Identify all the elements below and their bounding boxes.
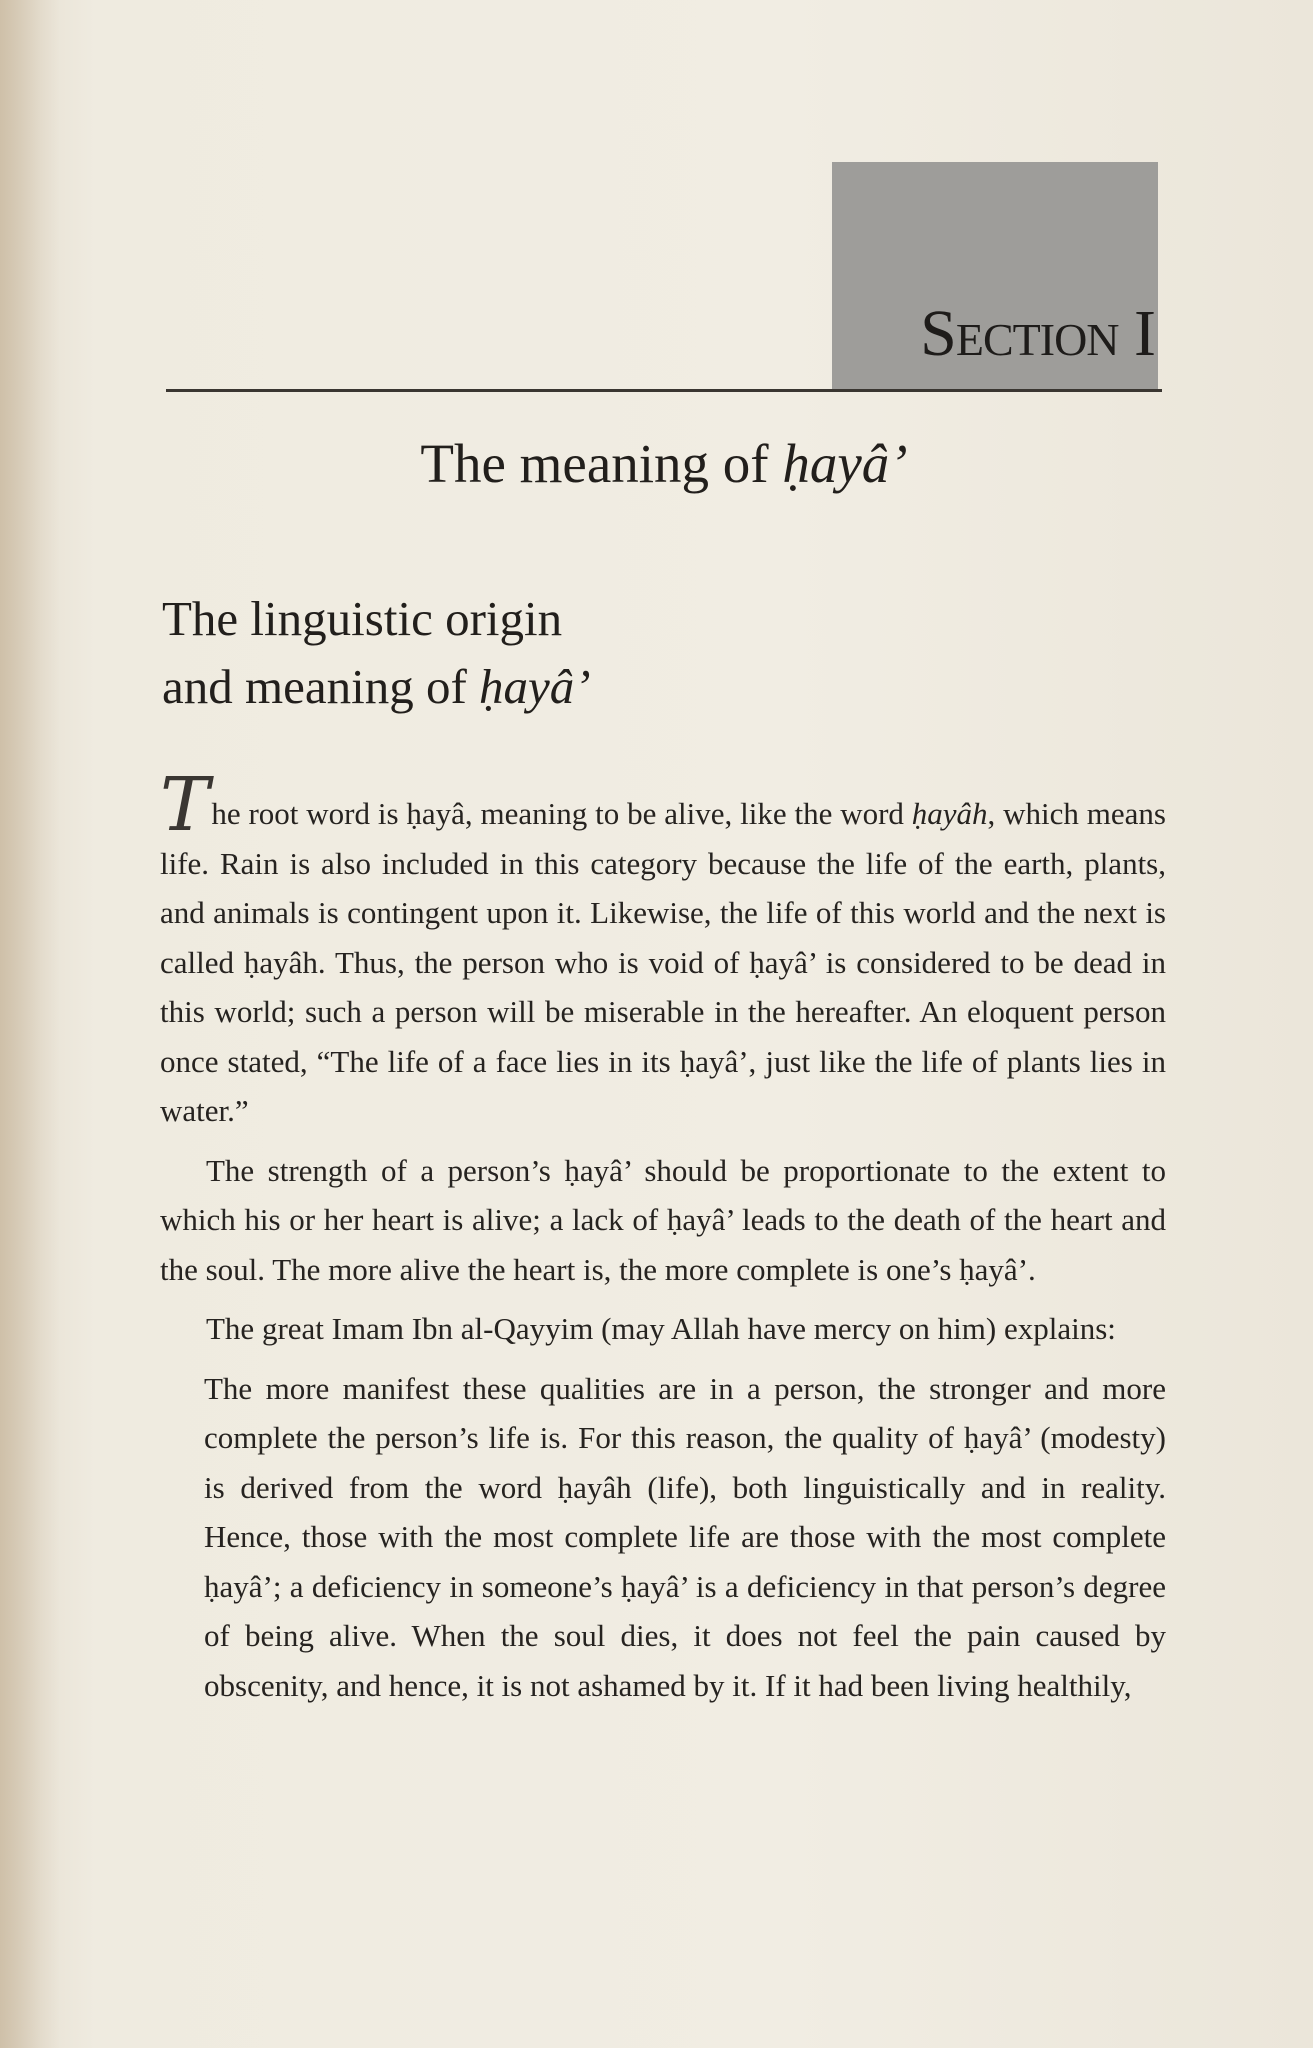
subheading-line-2-prefix: and meaning of: [162, 659, 480, 714]
chapter-title-term: ḥayâ’: [782, 433, 908, 494]
paragraph-1-text-b: , which means life. Rain is also included in this category because the life of the earth, plants, and animals is contingent upon it. Likewise, the life of this world and the next is called ḥayâh. Thus, the person who is void of ḥayâ’ is considered to be dead in this world; such a person will be miserable in the hereafter. An eloquent person once stated, “The life of a face lies in its ḥayâ’, just like the life of plants lies in water.”: [160, 796, 1166, 1128]
subheading: [162, 585, 591, 721]
drop-cap: T: [160, 762, 210, 848]
chapter-title-prefix: The meaning of: [420, 433, 783, 494]
paragraph-1: [160, 762, 1166, 1136]
section-label: Section I: [920, 297, 1155, 370]
subheading-line-2: [162, 653, 591, 721]
block-quote: The more manifest these qualities are in a person, the stronger and more complete the person’s life is. For this reason, the quality of ḥayâ’ (modesty) is derived from the word ḥayâh (life), both linguistically and in reality. Hence, those with the most complete life are those with the most complete ḥayâ’; a deficiency in someone’s ḥayâ’ is a deficiency in that person’s degree of being alive. When the soul dies, it does not feel the pain caused by obscenity, and hence, it is not ashamed by it. If it had been living healthily,: [204, 1370, 1166, 1703]
header-rule: [166, 389, 1162, 392]
subheading-line-1: The linguistic origin: [162, 591, 563, 646]
chapter-title: [166, 432, 1162, 495]
body-text: [160, 762, 1166, 1710]
paragraph-1-term: ḥayâh: [911, 796, 988, 831]
paragraph-2: The strength of a person’s ḥayâ’ should be proportionate to the extent to which his or her heart is alive; a lack of ḥayâ’ leads to the death of the heart and the soul. The more alive the heart is, the more complete is one’s ḥayâ’.: [160, 1152, 1166, 1287]
paragraph-3: The great Imam Ibn al-Qayyim (may Allah have mercy on him) explains:: [206, 1311, 1116, 1346]
page-gutter-shadow: [0, 0, 60, 2048]
subheading-line-2-term: ḥayâ’: [479, 659, 591, 714]
paragraph-1-text-a: he root word is ḥayâ, meaning to be alive, like the word: [211, 796, 912, 831]
